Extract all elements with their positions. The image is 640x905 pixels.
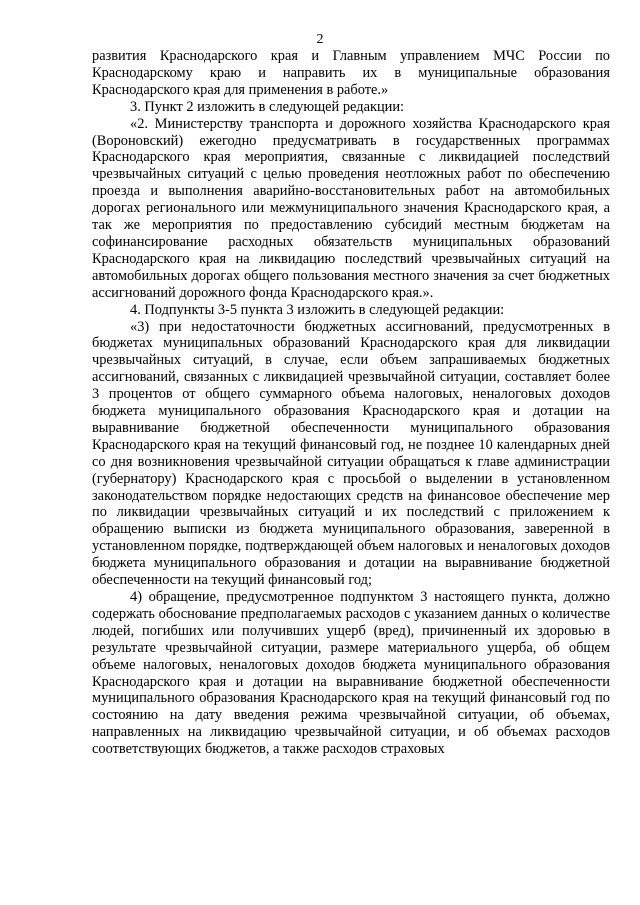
paragraph-3: «2. Министерству транспорта и дорожного хозяйства Краснодарского края (Вороновский) ежегодно предусматривать в государственных программах Краснодарского края мероприятия, связанные с ликвидацией последствий чрезвычайных ситуаций с целью проведения неотложных работ по обеспечению проезда и выполнения аварийно-восстановительных работ на автомобильных дорогах регионального или межмуниципального значения Краснодарского края, а так же мероприятия по предоставлению субсидий местным бюджетам на софинансирование расходных обязательств муниципальных образований Краснодарского края на ликвидацию последствий чрезвычайных ситуаций на автомобильных дорогах общего пользования местного значения за счет бюджетных ассигнований дорожного фонда Краснодарского края.». xyxy=(92,115,610,301)
paragraph-2: 3. Пункт 2 изложить в следующей редакции: xyxy=(130,98,405,115)
paragraph-4: 4. Подпункты 3-5 пункта 3 изложить в следующей редакции: xyxy=(130,301,505,318)
paragraph-1: развития Краснодарского края и Главным управлением МЧС России по Краснодарскому краю и направить их в муниципальные образования Краснодарского края для применения в работе.» xyxy=(92,48,610,98)
page-number: 2 xyxy=(316,32,324,47)
paragraph-5: «3) при недостаточности бюджетных ассигнований, предусмотренных в бюджетах муниципальных образований Краснодарского края для ликвидации чрезвычайных ситуаций, в случае, если объем запрашиваемых бюджетных ассигнований, связанных с ликвидацией чрезвычайной ситуации, составляет более 3 процентов от общего суммарного объема налоговых, неналоговых доходов бюджета муниципального образования Краснодарского края и дотации на выравнивание бюджетной обеспеченности муниципального образования Краснодарского края на текущий финансовый год, не позднее 10 календарных дней со дня возникновения чрезвычайной ситуации обращаться к главе администрации (губернатору) Краснодарского края с просьбой о выделении в установленном законодательством порядке недостающих средств на финансовое обеспечение мер по ликвидации чрезвычайных ситуаций и их последствий с приложением к обращению выписки из бюджета муниципального образования, заверенной в установленном порядке, подтверждающей объем налоговых и неналоговых доходов бюджета муниципального образования и дотации на выравнивание бюджетной обеспеченности на текущий финансовый год; xyxy=(92,318,610,589)
paragraph-6: 4) обращение, предусмотренное подпунктом 3 настоящего пункта, должно содержать обоснование предполагаемых расходов с указанием данных о количестве людей, погибших или получивших ущерб (вред), причиненный их здоровью в результате чрезвычайной ситуации, размере материального ущерба, об общем объеме налоговых, неналоговых доходов бюджета муниципального образования Краснодарского края и дотации на выравнивание бюджетной обеспеченности муниципального образования Краснодарского края на текущий финансовый год по состоянию на дату введения режима чрезвычайной ситуации, об объемах, направленных на ликвидацию чрезвычайной ситуации, и об объемах расходов соответствующих бюджетов, а также расходов страховых xyxy=(92,589,610,758)
document-body xyxy=(92,48,610,758)
